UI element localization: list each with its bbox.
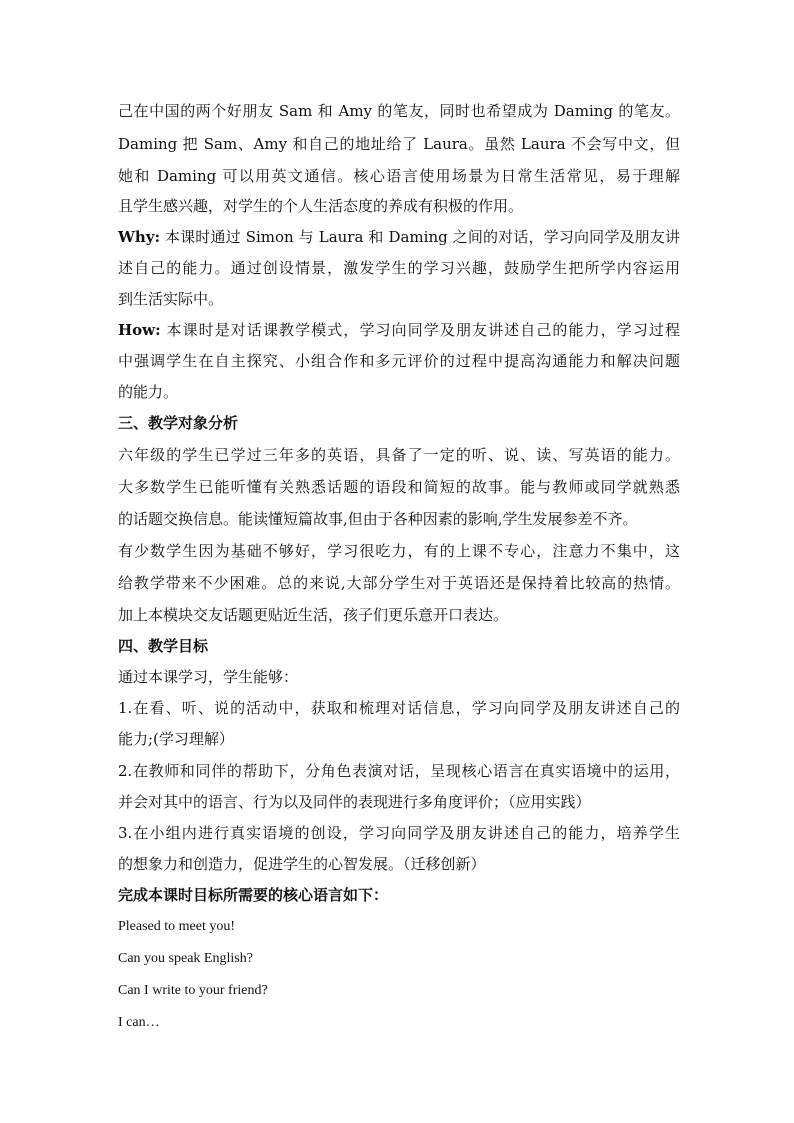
- how-label: How:: [118, 321, 161, 339]
- goal-line: 的想象力和创造力，促进学生的心智发展。（迁移创新）: [118, 855, 486, 873]
- section-heading: 四、教学目标: [118, 637, 209, 655]
- why-text: 本课时通过 Simon 与 Laura 和 Daming 之间的对话，学习向同学及朋友讲: [160, 228, 680, 246]
- goal-line: 3.在小组内进行真实语境的创设，学习向同学及朋友讲述自己的能力，培养学生: [118, 824, 680, 842]
- why-line: 述自己的能力。通过创设情景，激发学生的学习兴趣，鼓励学生把所学内容运用: [118, 259, 680, 277]
- analysis-line: 有少数学生因为基础不够好，学习很吃力，有的上课不专心，注意力不集中，这: [118, 542, 680, 560]
- analysis-line: 的话题交换信息。能读懂短篇故事,但由于各种因素的影响,学生发展参差不齐。: [118, 510, 638, 528]
- core-language-item: Can you speak English?: [118, 951, 253, 966]
- how-text: 本课时是对话课教学模式，学习向同学及朋友讲述自己的能力，学习过程: [160, 321, 680, 339]
- paragraph-line: 且学生感兴趣，对学生的个人生活态度的养成有积极的作用。: [118, 197, 524, 215]
- paragraph-line: 她和 Daming 可以用英文通信。核心语言使用场景为日常生活常见，易于理解: [118, 167, 680, 185]
- goal-line: 能力;(学习理解）: [118, 730, 234, 748]
- analysis-line: 六年级的学生已学过三年多的英语，具备了一定的听、说、读、写英语的能力。: [118, 446, 680, 464]
- why-label: Why:: [118, 228, 161, 246]
- section-heading: 三、教学对象分析: [118, 414, 239, 432]
- goal-line: 并会对其中的语言、行为以及同伴的表现进行多角度评价；（应用实践）: [118, 793, 591, 811]
- paragraph-line: Daming 把 Sam、Amy 和自己的地址给了 Laura。虽然 Laura 不会写中文，但: [118, 135, 680, 153]
- analysis-line: 给教学带来不少困难。总的来说,大部分学生对于英语还是保持着比较高的热情。: [118, 574, 680, 592]
- core-language-heading: 完成本课时目标所需要的核心语言如下：: [118, 886, 389, 904]
- analysis-line: 大多数学生已能听懂有关熟悉话题的语段和简短的故事。能与教师或同学就熟悉: [118, 478, 680, 496]
- goal-line: 1.在看、听、说的活动中，获取和梳理对话信息，学习向同学及朋友讲述自己的: [118, 699, 680, 717]
- core-language-item: I can…: [118, 1015, 160, 1030]
- core-language-item: Can I write to your friend?: [118, 983, 268, 998]
- why-line: 到生活实际中。: [118, 290, 224, 308]
- paragraph-line: 己在中国的两个好朋友 Sam 和 Amy 的笔友，同时也希望成为 Daming 的笔友。: [118, 102, 680, 120]
- how-line: [118, 320, 680, 340]
- core-language-item: Pleased to meet you!: [118, 919, 236, 934]
- why-line: [118, 227, 680, 247]
- goal-line: 2.在教师和同伴的帮助下，分角色表演对话，呈现核心语言在真实语境中的运用，: [118, 762, 680, 780]
- how-line: 中强调学生在自主探究、小组合作和多元评价的过程中提高沟通能力和解决问题: [118, 352, 680, 370]
- goals-intro: 通过本课学习，学生能够：: [118, 668, 299, 686]
- how-line: 的能力。: [118, 383, 179, 401]
- analysis-line: 加上本模块交友话题更贴近生活，孩子们更乐意开口表达。: [118, 606, 509, 624]
